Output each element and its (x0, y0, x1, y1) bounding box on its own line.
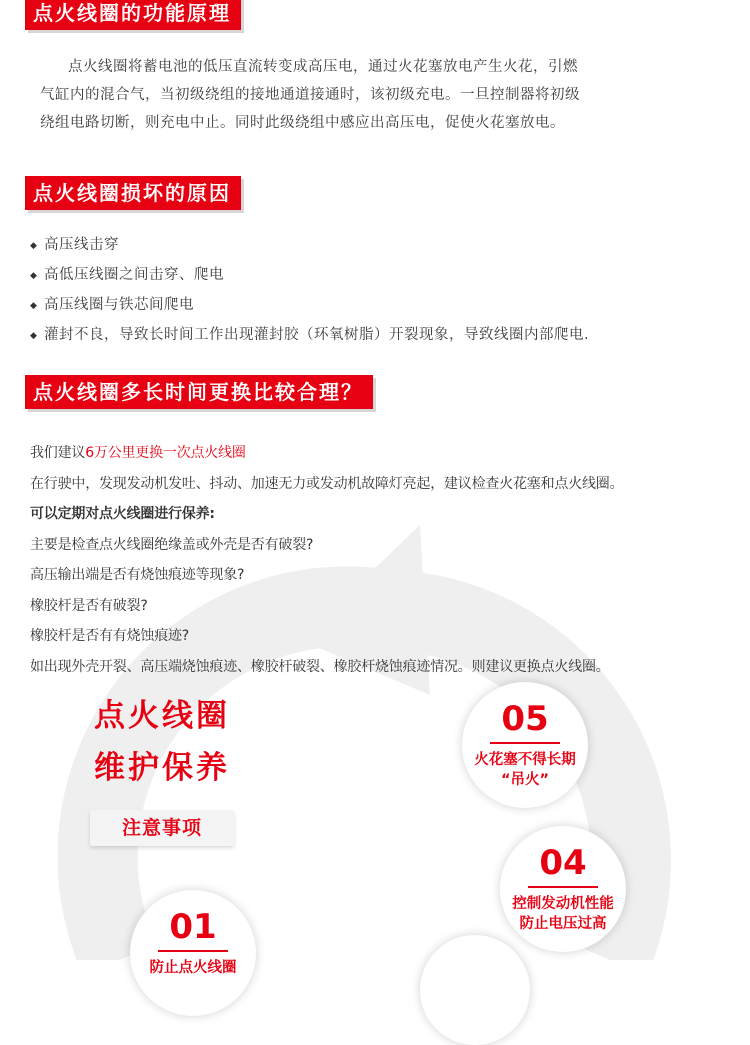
divider (490, 742, 560, 744)
bullet-icon: ◆ (30, 241, 38, 251)
divider (158, 950, 228, 952)
maintenance-title-card (62, 690, 262, 846)
check-line: 橡胶杆是否有破裂? (30, 597, 148, 614)
tip-text: 控制发动机性能 (512, 896, 614, 912)
driving-line: 在行驶中，发现发动机发吐、抖动、加速无力或发动机故障灯亮起，建议检查火花塞和点火线圈。 (30, 475, 624, 492)
bullet-icon: ◆ (30, 331, 38, 341)
notes-button[interactable]: 注意事项 (90, 810, 234, 846)
divider (528, 886, 598, 888)
replace-content (30, 438, 623, 682)
check-line: 如出现外壳开裂、高压端烧蚀痕迹、橡胶杆破裂、橡胶杆烧蚀痕迹情况。则建议更换点火线圈。 (30, 658, 610, 675)
list-item: ◆ 高压线击穿 (30, 231, 589, 261)
tip-number: 01 (169, 907, 217, 947)
principle-paragraph (40, 53, 700, 137)
tip-circle-05 (462, 682, 588, 808)
recommend-line: 我们建议6万公里更换一次点火线圈 (30, 445, 246, 461)
tip-number: 05 (501, 699, 549, 739)
check-line: 橡胶杆是否有有烧蚀痕迹? (30, 628, 190, 644)
paragraph-line: 点火线圈将蓄电池的低压直流转变成高压电，通过火花塞放电产生火花，引燃 (68, 59, 578, 75)
section-heading-causes: 点火线圈损坏的原因 (25, 176, 241, 210)
card-title-line: 维护保养 (94, 750, 230, 786)
tip-circle-04 (500, 826, 626, 952)
tip-circle-01 (130, 890, 256, 1016)
check-line: 高压输出端是否有烧蚀痕迹等现象? (30, 567, 245, 583)
causes-list (30, 231, 589, 351)
list-item: ◆ 高压线圈与铁芯间爬电 (30, 291, 589, 321)
paragraph-line: 气缸内的混合气，当初级绕组的接地通道接通时，该初级充电。一旦控制器将初级 (40, 87, 580, 103)
bullet-icon: ◆ (30, 301, 38, 311)
card-title-line: 点火线圈 (94, 698, 230, 734)
tip-text: 防止点火线圈 (149, 960, 237, 976)
tip-text: “吊火” (500, 772, 550, 788)
list-item: ◆ 高低压线圈之间击穿、爬电 (30, 261, 589, 291)
bullet-icon: ◆ (30, 271, 38, 281)
list-item: ◆ 灌封不良，导致长时间工作出现灌封胶（环氧树脂）开裂现象，导致线圈内部爬电. (30, 321, 589, 351)
tip-circle-partial (420, 935, 530, 1045)
tip-text: 火花塞不得长期 (474, 752, 576, 768)
section-heading-replace: 点火线圈多长时间更换比较合理？ (25, 375, 373, 409)
tip-text: 防止电压过高 (519, 916, 607, 932)
maintenance-title: 可以定期对点火线圈进行保养: (30, 506, 215, 522)
tip-number: 04 (539, 843, 587, 883)
section-heading-principle: 点火线圈的功能原理 (25, 0, 241, 30)
paragraph-line: 绕组电路切断，则充电中止。同时此级绕组中感应出高压电，促使火花塞放电。 (40, 115, 565, 131)
check-line: 主要是检查点火线圈绝缘盖或外壳是否有破裂? (30, 536, 314, 553)
